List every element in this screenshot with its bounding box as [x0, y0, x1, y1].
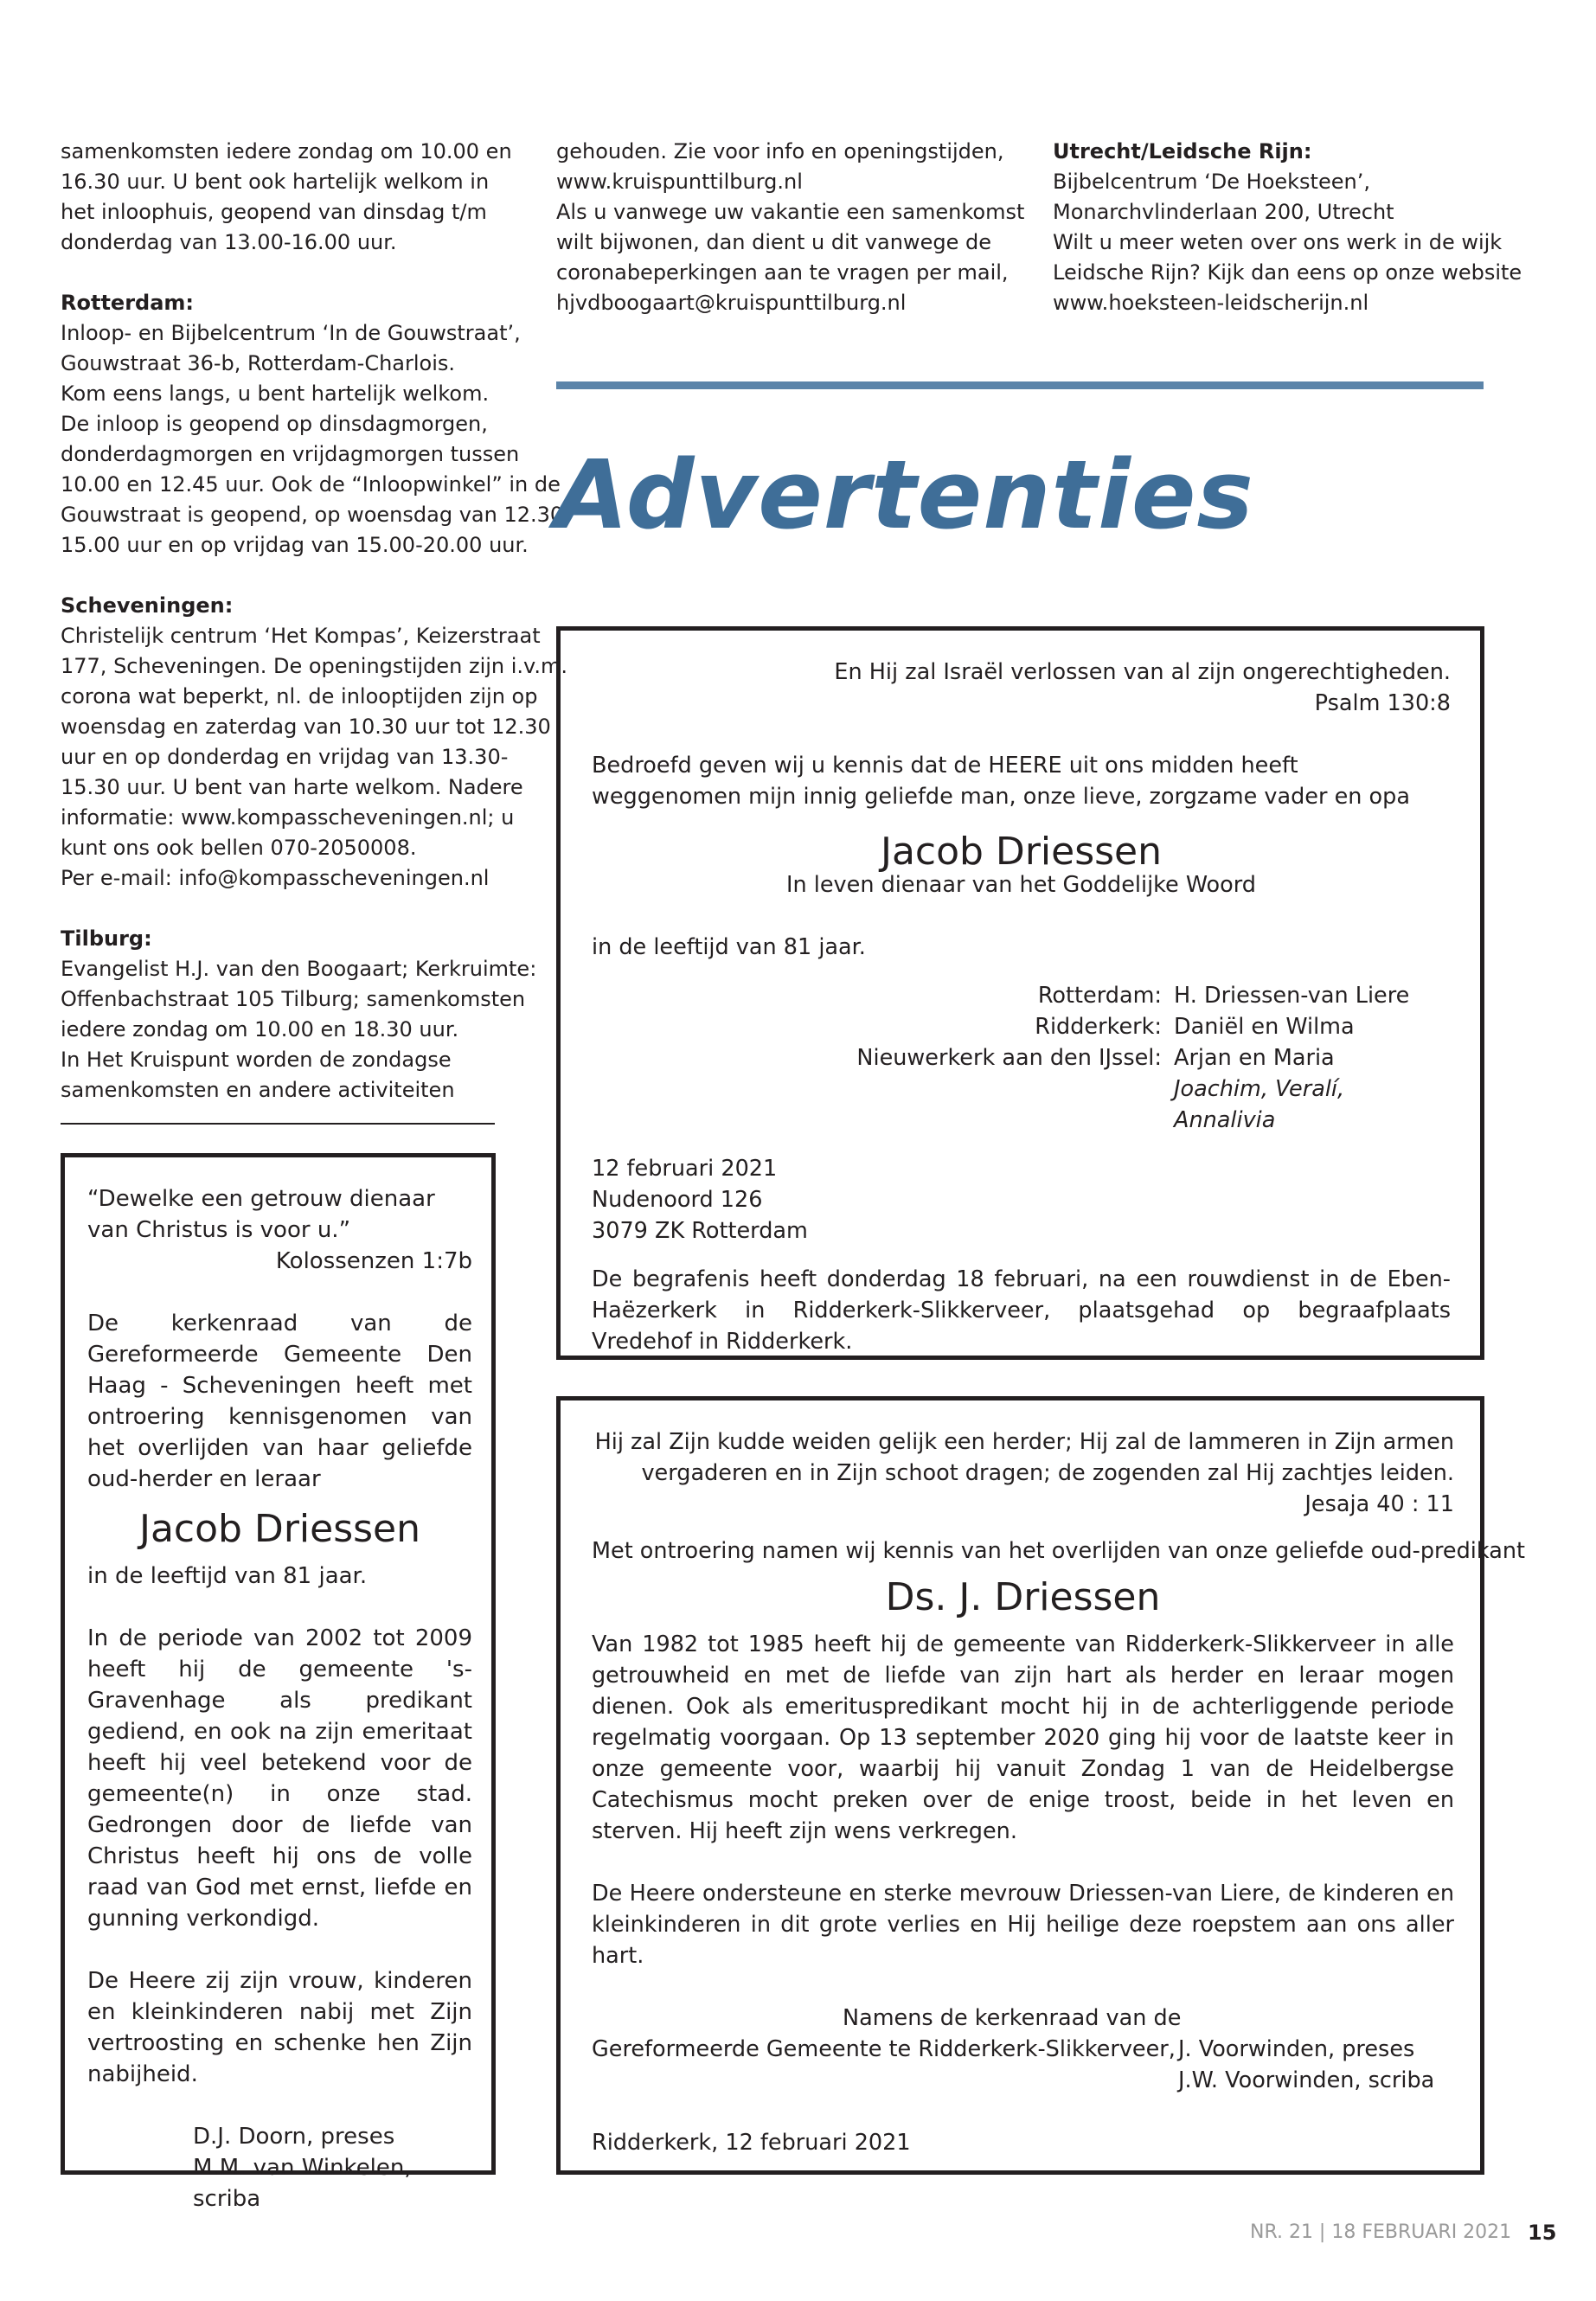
scheveningen-block: Scheveningen: Christelijk centrum ‘Het Kompas’, Keizerstraat 177, Scheveningen. De openingstijden zijn i.v.m. corona wat beperkt, nl. de inlooptijden zijn op woensdag en zaterdag van 10.30 uur tot 12.30 uur en op donderdag en vrijdag van 13.30- 15.30 uur. U bent van harte welkom. Nadere informatie: www.kompasscheveningen.nl; u kunt ons ook bellen 070-2050008. Per e-mail: info@kompasscheveningen.nl — [61, 591, 502, 894]
tilburg-heading: Tilburg: — [61, 926, 152, 951]
ad2-paragraph2: De Heere ondersteune en sterke mevrouw Driessen-van Liere, de kinderen en kleinkinderen in dit grote verlies en Hij heilige deze roepstem aan ons aller hart. — [592, 1881, 1454, 1969]
ad1-quote: En Hij zal Israël verlossen van al zijn ongerechtigheden. — [834, 659, 1451, 685]
hoeksteen-link[interactable]: www.hoeksteen-leidscherijn.nl — [1053, 291, 1369, 315]
left-column — [61, 137, 571, 1136]
ad1-age: in de leeftijd van 81 jaar. — [592, 934, 866, 960]
ad3-age: in de leeftijd van 81 jaar. — [87, 1563, 368, 1589]
middle-column: gehouden. Zie voor info en openingstijden, www.kruispunttilburg.nl Als u vanwege uw vakantie een samenkomst wilt bijwonen, dan dient u dit vanwege de coronabeperkingen aan te vragen per mail, hjvdboogaart@kruispunttilburg.nl — [556, 137, 1041, 318]
ad2-paragraph1: Van 1982 tot 1985 heeft hij de gemeente van Ridderkerk-Slikkerveer in alle getrouwheid en met de liefde van zijn hart als herder en leraar mogen dienen. Ook als emerituspredikant mocht hij in de achterliggende periode regelmatig voorgaan. Op 13 september 2020 ging hij voor de laatste keer in onze gemeente voor, waarbij hij vanuit Zondag 1 van de Heidelbergse Catechismus mocht preken over de enige troost, beide in het leven en sterven. Hij heeft zijn wens verkregen. — [592, 1631, 1454, 1844]
ad1-announcement: Bedroefd geven wij u kennis dat de HEERE uit ons midden heeft weggenomen mijn innig geliefde man, onze lieve, zorgzame vader en opa — [592, 753, 1410, 810]
rotterdam-heading: Rotterdam: — [61, 291, 195, 315]
ad1-reference: Psalm 130:8 — [1314, 690, 1451, 716]
rotterdam-block: Rotterdam: Inloop- en Bijbelcentrum ‘In de Gouwstraat’, Gouwstraat 36-b, Rotterdam-Charlois. Kom eens langs, u bent hartelijk welkom. De inloop is geopend op dinsdagmorgen, donderdagmorgen en vrijdagmorgen tussen 10.00 en 12.45 uur. Ook de “Inloopwinkel” in de Gouwstraat is geopend, op woensdag van 12.30- 15.00 uur en op vrijdag van 15.00-20.00 uur. — [61, 288, 502, 561]
obituary-ad-family — [556, 626, 1484, 1360]
ad3-name: Jacob Driessen — [138, 1507, 421, 1551]
ad1-family: Rotterdam: H. Driessen-van Liere Ridderkerk: Daniël en Wilma Nieuwerkerk aan den IJssel: Arjan en Maria Joachim, Veralí, Annalivia — [592, 980, 1451, 1136]
ad3-signature: D.J. Doorn, preses M.M. van Winkelen, scriba — [193, 2124, 412, 2212]
tilburg-block: Tilburg: Evangelist H.J. van den Boogaart; Kerkruimte: Offenbachstraat 105 Tilburg; samenkomsten iedere zondag om 10.00 en 18.30 uur. In Het Kruispunt worden de zondagse samenkomsten en andere activiteiten — [61, 924, 502, 1106]
section-title: Advertenties — [554, 439, 1254, 550]
kruispunt-email[interactable]: hjvdboogaart@kruispunttilburg.nl — [556, 291, 907, 315]
obituary-ad-ridderkerk — [556, 1396, 1525, 2175]
ad2-reference: Jesaja 40 : 11 — [1304, 1491, 1454, 1517]
ad1-funeral: De begrafenis heeft donderdag 18 februari, na een rouwdienst in de Eben-Haëzerkerk in Ridderkerk-Slikkerveer, plaatsgehad op begraafplaats Vredehof in Ridderkerk. — [592, 1266, 1451, 1355]
ad3-intro: De kerkenraad van de Gereformeerde Gemeente Den Haag - Scheveningen heeft met ontroering kennisgenomen van het overlijden van haar geliefde oud-herder en leraar — [87, 1311, 472, 1492]
ad2-signature: Namens de kerkenraad van de Gereformeerde Gemeente te Ridderkerk-Slikkerveer, J. Voorwinden, preses J.W. Voorwinden, scriba — [592, 2005, 1435, 2093]
utrecht-heading: Utrecht/Leidsche Rijn: — [1053, 139, 1312, 163]
right-column: Utrecht/Leidsche Rijn: Bijbelcentrum ‘De Hoeksteen’, Monarchvlinderlaan 200, Utrecht Wilt u meer weten over ons werk in de wijk Leidsche Rijn? Kijk dan eens op onze website www.hoeksteen-leidscherijn.nl — [1053, 137, 1503, 318]
ad1-address: 12 februari 2021 Nudenoord 126 3079 ZK Rotterdam — [592, 1156, 808, 1244]
kruispunt-link[interactable]: www.kruispunttilburg.nl — [556, 170, 803, 194]
issue-info: NR. 21 | 18 FEBRUARI 2021 — [1250, 2221, 1512, 2243]
ad1-grandchildren: Joachim, Veralí, Annalivia — [1174, 1076, 1345, 1133]
ad3-reference: Kolossenzen 1:7b — [275, 1248, 472, 1274]
ad3-paragraph2: De Heere zij zijn vrouw, kinderen en kleinkinderen nabij met Zijn vertroosting en schenke hen Zijn nabijheid. — [87, 1968, 472, 2087]
ad3-paragraph1: In de periode van 2002 tot 2009 heeft hij de gemeente 's-Gravenhage als predikant gediend, en ook na zijn emeritaat heeft hij veel betekend voor de gemeente(n) in onze stad. Gedrongen door de liefde van Christus heeft hij ons de volle raad van God met ernst, liefde en gunning verkondigd. — [87, 1625, 472, 1932]
ad1-name: Jacob Driessen — [880, 830, 1163, 874]
obituary-ad-denhaag — [61, 1153, 496, 2212]
ad2-place-date: Ridderkerk, 12 februari 2021 — [592, 2130, 911, 2156]
ad2-quote-line2: vergaderen en in Zijn schoot dragen; de zogenden zal Hij zachtjes leiden. — [641, 1460, 1454, 1486]
section-bar — [556, 381, 1484, 389]
scheveningen-heading: Scheveningen: — [61, 593, 234, 618]
page-number: 15 — [1528, 2221, 1557, 2245]
ad1-subtitle: In leven dienaar van het Goddelijke Woord — [786, 872, 1256, 898]
ad2-name: Ds. J. Driessen — [885, 1575, 1161, 1619]
ad2-intro: Met ontroering namen wij kennis van het overlijden van onze geliefde oud-predikant — [592, 1538, 1525, 1564]
ad3-quote: “Dewelke een getrouw dienaar van Christus is voor u.” — [87, 1186, 435, 1243]
intro-block: samenkomsten iedere zondag om 10.00 en 16.30 uur. U bent ook hartelijk welkom in het inloophuis, geopend van dinsdag t/m donderdag van 13.00-16.00 uur. — [61, 139, 512, 254]
left-divider — [61, 1123, 495, 1125]
ad2-quote-line1: Hij zal Zijn kudde weiden gelijk een herder; Hij zal de lammeren in Zijn armen — [594, 1429, 1454, 1455]
